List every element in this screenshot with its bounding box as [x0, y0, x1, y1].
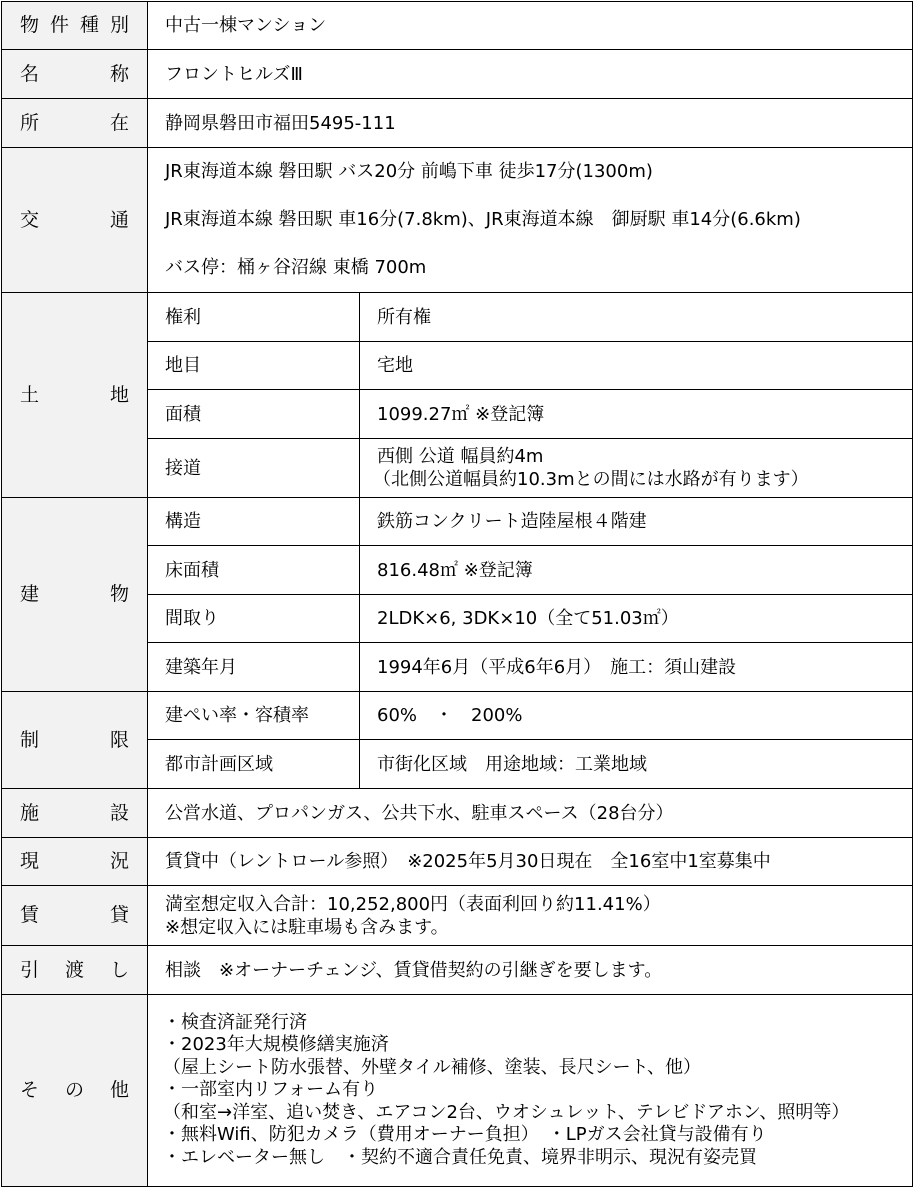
status-value: 賃貸中（レントロール参照） ※2025年5月30日現在 全16室中1室募集中 [148, 838, 913, 886]
row-name [2, 50, 913, 99]
row-building-structure [2, 498, 913, 546]
rental-cell [148, 886, 913, 946]
handover-label: 引渡し [2, 946, 148, 995]
location-value: 静岡県磐田市福田5495-111 [148, 99, 913, 148]
name-label: 名 称 [2, 50, 148, 99]
property-spec-table [1, 1, 913, 1187]
row-location [2, 99, 913, 148]
land-road-value: 西側 公道 幅員約4m [377, 446, 544, 467]
handover-value: 相談 ※オーナーチェンジ、賃貸借契約の引継ぎを要します。 [148, 946, 913, 995]
name-value: フロントヒルズⅢ [148, 50, 913, 99]
land-value: 1099.27㎡ ※登記簿 [360, 390, 913, 439]
building-key: 構造 [148, 498, 360, 546]
row-status [2, 838, 913, 886]
building-value: 816.48㎡ ※登記簿 [360, 546, 913, 595]
other-line: ・2023年大規模修繕実施済 [163, 1034, 389, 1056]
land-road-cell [360, 439, 913, 498]
land-value: 宅地 [360, 342, 913, 390]
other-line: ・無料Wifi、防犯カメラ（費用オーナー負担） ・LPガス会社貸与設備有り [163, 1124, 767, 1146]
land-key: 接道 [148, 439, 360, 498]
restrictions-value: 60% ・ 200% [360, 692, 913, 740]
building-value: 2LDK×6, 3DK×10（全て51.03㎡） [360, 595, 913, 643]
access-line: JR東海道本線 磐田駅 車16分(7.8km)、JR東海道本線 御厨駅 車14分(6.6km) [148, 196, 913, 244]
building-value: 1994年6月（平成6年6月） 施工：須山建設 [360, 643, 913, 692]
row-land-right [2, 293, 913, 342]
land-road-note: （北側公道幅員約10.3mとの間には水路が有ります） [373, 469, 809, 490]
row-other [2, 995, 913, 1187]
other-line: （屋上シート防水張替、外壁タイル補修、塗装、長尺シート、他） [163, 1056, 702, 1078]
other-line: ・一部室内リフォーム有り [163, 1079, 379, 1101]
other-label: その他 [2, 995, 148, 1187]
land-key: 地目 [148, 342, 360, 390]
land-label: 土 地 [2, 293, 148, 498]
other-line: ・検査済証発行済 [163, 1011, 307, 1033]
land-key: 権利 [148, 293, 360, 342]
building-key: 床面積 [148, 546, 360, 595]
land-value: 所有権 [360, 293, 913, 342]
rental-line: ※想定収入には駐車場も含みます。 [165, 916, 449, 938]
facilities-value: 公営水道、プロパンガス、公共下水、駐車スペース（28台分） [148, 789, 913, 838]
rental-line: 満室想定収入合計：10,252,800円（表面利回り約11.41%） [165, 893, 661, 915]
restrictions-key: 都市計画区域 [148, 740, 360, 789]
land-key: 面積 [148, 390, 360, 439]
property-type-value: 中古一棟マンション [148, 2, 913, 50]
access-line: バス停：桶ヶ谷沼線 東橋 700m [148, 244, 913, 293]
building-key: 建築年月 [148, 643, 360, 692]
status-label: 現 況 [2, 838, 148, 886]
building-key: 間取り [148, 595, 360, 643]
row-facilities [2, 789, 913, 838]
restrictions-key: 建ぺい率・容積率 [148, 692, 360, 740]
restrictions-value: 市街化区域 用途地域：工業地域 [360, 740, 913, 789]
other-line: （和室→洋室、追い焚き、エアコン2台、ウオシュレット、テレビドアホン、照明等） [163, 1101, 850, 1123]
building-label: 建 物 [2, 498, 148, 692]
access-line: JR東海道本線 磐田駅 バス20分 前嶋下車 徒歩17分(1300m) [148, 148, 913, 196]
location-label: 所 在 [2, 99, 148, 148]
row-handover [2, 946, 913, 995]
property-type-label: 物件種別 [2, 2, 148, 50]
facilities-label: 施 設 [2, 789, 148, 838]
other-line: ・エレベーター無し ・契約不適合責任免責、境界非明示、現況有姿売買 [163, 1146, 757, 1168]
row-restrictions-ratio [2, 692, 913, 740]
row-rental [2, 886, 913, 946]
restrictions-label: 制 限 [2, 692, 148, 789]
other-cell [148, 995, 913, 1187]
building-value: 鉄筋コンクリート造陸屋根４階建 [360, 498, 913, 546]
row-access-1 [2, 148, 913, 196]
row-property-type [2, 2, 913, 50]
access-label: 交 通 [2, 148, 148, 293]
rental-label: 賃 貸 [2, 886, 148, 946]
